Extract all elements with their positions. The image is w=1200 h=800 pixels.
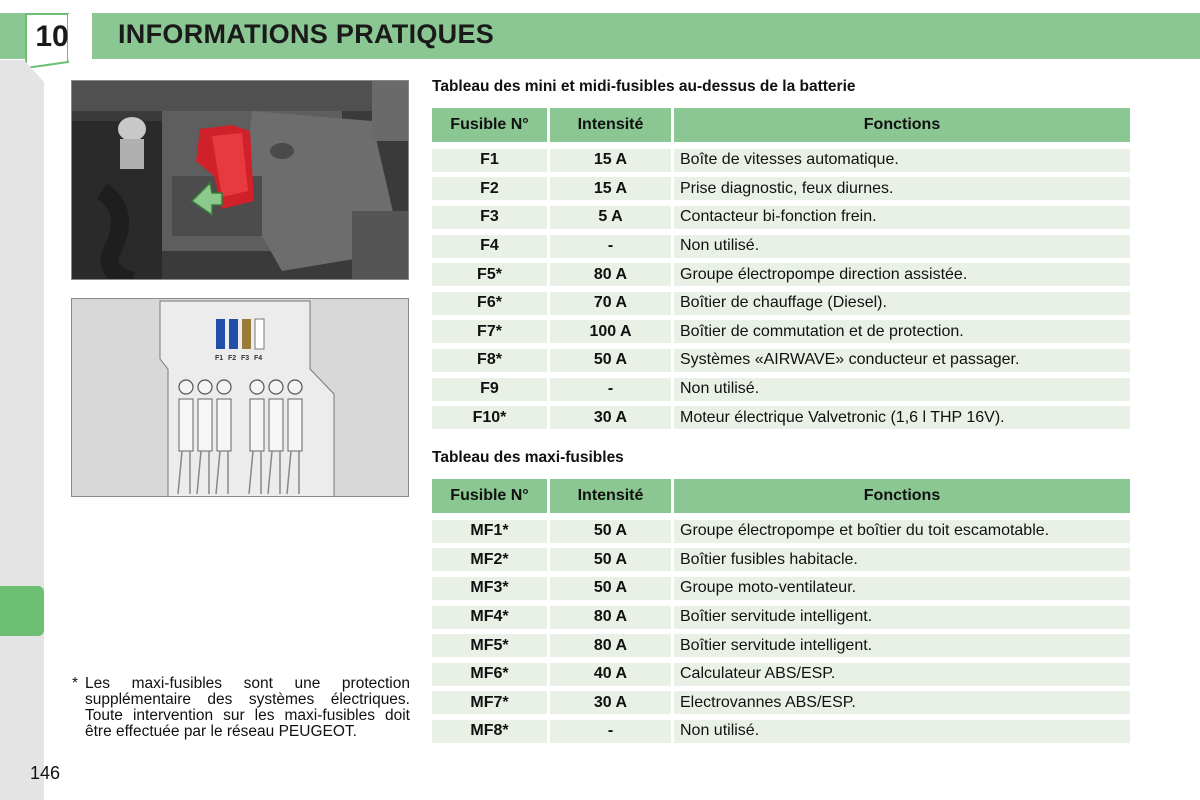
header-functions: Fonctions [674,479,1130,513]
table-row [432,175,1130,204]
header-functions: Fonctions [674,108,1130,142]
page-title: INFORMATIONS PRATIQUES [118,19,495,49]
chapter-number: 10 [35,20,69,53]
fuse-intensity: 70 A [550,292,671,315]
table-row [432,660,1130,689]
table-row [432,689,1130,718]
fuse-number: MF4* [432,606,547,629]
fuse-function: Boîtier servitude intelligent. [674,606,1130,629]
fuse-function: Non utilisé. [674,378,1130,401]
fuse-number: MF2* [432,548,547,571]
fuse-number: F6* [432,292,547,315]
fuse-number: F3 [432,206,547,229]
table-row [432,232,1130,261]
fuse-box-illustration [72,299,409,497]
fuse-function: Boîtier de commutation et de protection. [674,320,1130,343]
fuse-function: Groupe électropompe et boîtier du toit escamotable. [674,520,1130,543]
chapter-side-tab[interactable] [0,586,44,636]
table-row [432,346,1130,375]
engine-photo-illustration [72,81,409,280]
fuse-number: F10* [432,406,547,429]
table-row [432,318,1130,347]
fuse-function: Prise diagnostic, feux diurnes. [674,177,1130,200]
fuse-function: Boîtier fusibles habitacle. [674,548,1130,571]
fuse-function: Electrovannes ABS/ESP. [674,691,1130,714]
fuse-function: Groupe électropompe direction assistée. [674,263,1130,286]
mini-fuse-table [432,108,1130,432]
engine-bay-photo [71,80,409,280]
table-row [432,289,1130,318]
table-row [432,375,1130,404]
page-number: 146 [30,763,61,783]
fuse-label-f4: F4 [254,355,263,362]
fuse-function: Contacteur bi-fonction frein. [674,206,1130,229]
mini-table-title: Tableau des mini et midi-fusibles au-dessus de la batterie [432,78,856,95]
fuse-function: Boîtier servitude intelligent. [674,634,1130,657]
fuse-label-f3: F3 [241,355,250,362]
fuse-function: Groupe moto-ventilateur. [674,577,1130,600]
fuse-intensity: 50 A [550,520,671,543]
fuse-number: F8* [432,349,547,372]
fuse-intensity: - [550,720,671,743]
footnote-text: Les maxi-fusibles sont une protection supplémentaire des systèmes électriques. Toute intervention sur les maxi-fusibles doit être effectuée par le réseau PEUGEOT. [85,675,410,740]
fuse-function: Non utilisé. [674,720,1130,743]
fuse-number: F9 [432,378,547,401]
fuse-function: Boîte de vitesses automatique. [674,149,1130,172]
fuse-number: MF6* [432,663,547,686]
table-row [432,603,1130,632]
table-row [432,403,1130,432]
fuse-function: Non utilisé. [674,235,1130,258]
side-margin-bar [0,60,44,800]
header-fuse-number: Fusible N° [432,479,547,513]
fuse-intensity: 80 A [550,634,671,657]
fuse-intensity: 30 A [550,406,671,429]
table-row [432,260,1130,289]
fuse-box-diagram [71,298,409,497]
maxi-table-title: Tableau des maxi-fusibles [432,449,624,466]
fuse-intensity: - [550,378,671,401]
fuse-number: MF5* [432,634,547,657]
fuse-intensity: 40 A [550,663,671,686]
fuse-number: MF1* [432,520,547,543]
fuse-intensity: 50 A [550,577,671,600]
fuse-number: F4 [432,235,547,258]
fuse-number: MF3* [432,577,547,600]
table-row [432,631,1130,660]
fuse-number: F2 [432,177,547,200]
table-row [432,146,1130,175]
header-intensity: Intensité [550,108,671,142]
fuse-intensity: 5 A [550,206,671,229]
fuse-intensity: 50 A [550,548,671,571]
fuse-intensity: 80 A [550,263,671,286]
fuse-label-f2: F2 [228,355,237,362]
table-row [432,203,1130,232]
fuse-intensity: 50 A [550,349,671,372]
fuse-number: F7* [432,320,547,343]
footnote-asterisk: * [72,675,79,692]
fuse-function: Moteur électrique Valvetronic (1,6 l THP 16V). [674,406,1130,429]
fuse-intensity: 80 A [550,606,671,629]
fuse-intensity: - [550,235,671,258]
fuse-intensity: 30 A [550,691,671,714]
fuse-number: F1 [432,149,547,172]
fuse-function: Systèmes «AIRWAVE» conducteur et passager. [674,349,1130,372]
table-row [432,546,1130,575]
table-header-row [432,108,1130,142]
table-row [432,574,1130,603]
maxi-fuse-table [432,479,1130,746]
table-header-row [432,479,1130,513]
fuse-number: MF8* [432,720,547,743]
fuse-number: F5* [432,263,547,286]
table-row [432,517,1130,546]
footnote [72,676,410,740]
fuse-intensity: 15 A [550,177,671,200]
table-row [432,717,1130,746]
fuse-function: Boîtier de chauffage (Diesel). [674,292,1130,315]
fuse-intensity: 15 A [550,149,671,172]
fuse-number: MF7* [432,691,547,714]
fuse-label-f1: F1 [215,355,224,362]
header-intensity: Intensité [550,479,671,513]
fuse-function: Calculateur ABS/ESP. [674,663,1130,686]
header-fuse-number: Fusible N° [432,108,547,142]
fuse-intensity: 100 A [550,320,671,343]
